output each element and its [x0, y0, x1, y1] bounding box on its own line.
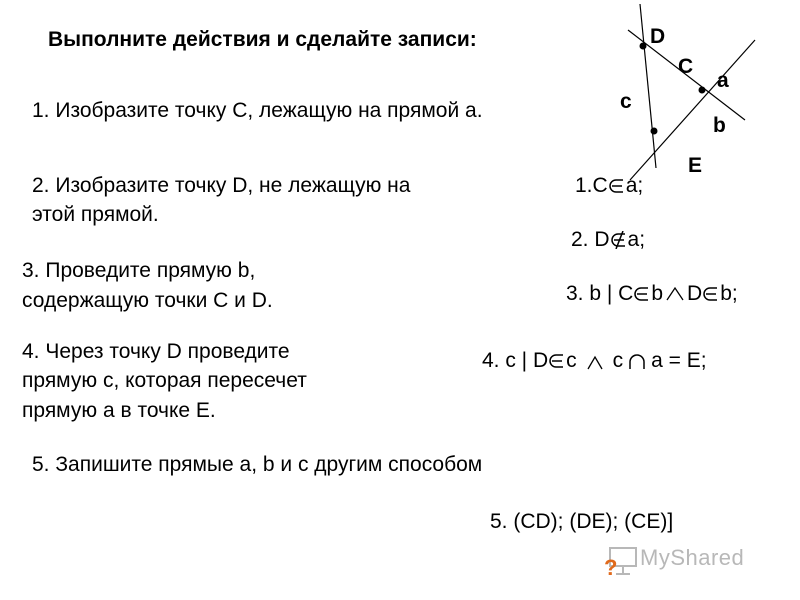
label-line-c: c — [620, 90, 632, 113]
answer-1-right: а; — [625, 174, 644, 197]
answer-2 — [571, 225, 645, 254]
point-c — [699, 87, 706, 94]
task-2-line-1: 2. Изобразите точку D, не лежащую на — [32, 174, 411, 197]
answer-5: 5. (CD); (DE); (CE)] — [490, 510, 674, 533]
element-of-icon — [703, 285, 719, 303]
task-2-line-2: этой прямой. — [32, 203, 159, 226]
lines-diagram — [600, 0, 770, 190]
answer-4-part-1: 4. с | D — [482, 349, 549, 372]
answer-4-part-4: а = Е; — [651, 349, 707, 372]
task-3-line-2: содержащую точки С и D. — [22, 289, 273, 312]
task-4-line-1: 4. Через точку D проведите — [22, 340, 290, 363]
intersection-icon — [624, 352, 650, 370]
label-d: D — [650, 25, 666, 48]
answer-3-part-4: b; — [720, 282, 738, 305]
task-1: 1. Изобразите точку С, лежащую на прямой а. — [32, 99, 483, 122]
label-b: b — [713, 114, 726, 137]
logical-and-icon — [578, 352, 612, 370]
task-4-line-3: прямую а в точке Е. — [22, 399, 216, 422]
label-e: E — [688, 154, 703, 177]
answer-3-part-3: D — [687, 282, 703, 305]
element-of-icon — [634, 285, 650, 303]
not-element-of-icon — [611, 231, 627, 249]
point-e — [651, 128, 658, 135]
answer-4-part-2: с — [566, 349, 577, 372]
logo-text: MyShared — [640, 545, 745, 570]
label-a: a — [717, 69, 729, 92]
answer-1-left: 1.С — [575, 174, 608, 197]
answer-2-right: а; — [627, 228, 646, 251]
answer-2-left: 2. D — [571, 228, 610, 251]
answer-4-part-3: с — [612, 349, 624, 372]
task-3-line-1: 3. Проведите прямую b, — [22, 259, 256, 282]
task-4-line-2: прямую с, которая пересечет — [22, 369, 307, 392]
answer-4 — [482, 346, 707, 375]
logo-mark: ? — [604, 555, 618, 580]
answer-3-part-2: b — [651, 282, 664, 305]
label-c: C — [678, 55, 694, 78]
element-of-icon — [549, 352, 565, 370]
answer-3-part-1: 3. b | С — [566, 282, 634, 305]
point-d — [640, 43, 647, 50]
page-title: Выполните действия и сделайте записи: — [48, 28, 477, 51]
logical-and-icon — [664, 285, 686, 303]
task-5: 5. Запишите прямые а, b и с другим способом — [32, 453, 483, 476]
answer-3 — [566, 279, 738, 308]
